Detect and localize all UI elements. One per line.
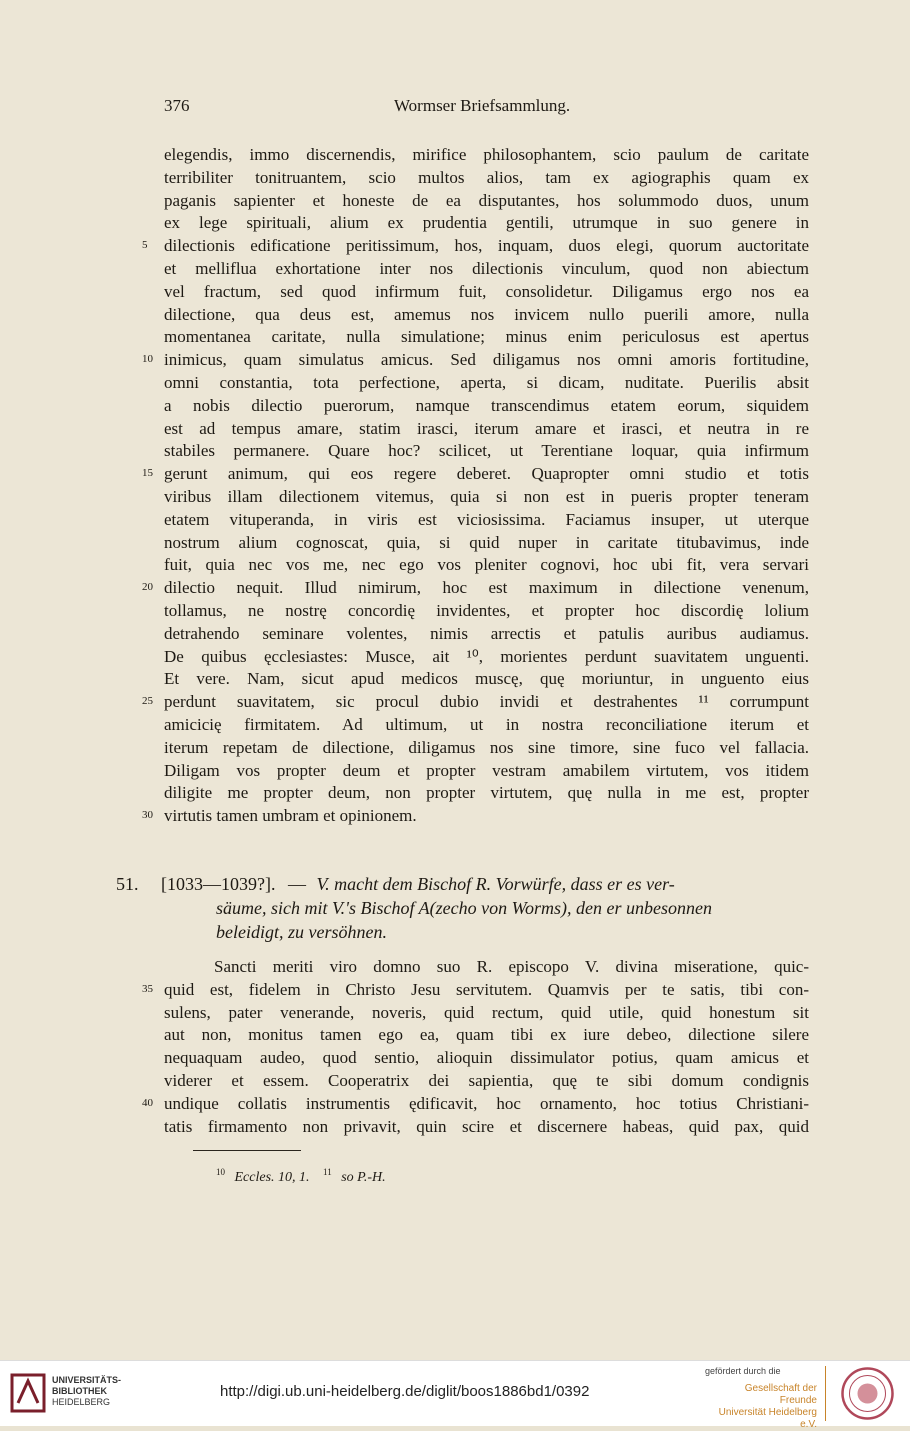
- footer-divider: [825, 1366, 826, 1421]
- text-line: virtutis tamen umbram et opinionem.: [164, 806, 417, 826]
- text-line: dilectione, qua deus est, amemus nos invicem nullo puerili amore, nulla: [164, 304, 809, 324]
- text-line: etatem vituperanda, in viris est viciosissima. Faciamus insuper, ut uterque: [164, 509, 809, 529]
- library-logo-icon: [10, 1373, 46, 1413]
- letter-dash: —: [287, 874, 306, 894]
- line-number: 40: [142, 1096, 153, 1109]
- footnote-rule: [193, 1150, 301, 1151]
- footnote-10: Eccles. 10, 1.: [234, 1169, 310, 1185]
- text-line: aut non, monitus tamen ego ea, quam tibi ex iure debeo, dilectione silere: [164, 1025, 809, 1045]
- letter-date: [1033—1039?].: [161, 874, 276, 894]
- text-line: elegendis, immo discernendis, mirifice philosophantem, scio paulum de caritate: [164, 145, 809, 164]
- page-number: 376: [164, 96, 190, 115]
- text-line: sulens, pater venerande, noveris, quid rectum, quid utile, quid honestum sit: [164, 1002, 809, 1022]
- text-line: omni constantia, tota perfectione, aperta, si dicam, nuditate. Puerilis absit: [164, 373, 809, 392]
- university-seal-icon: [840, 1366, 895, 1421]
- text-line: viderer et essem. Cooperatrix dei sapientia, quę te sibi domum condignis: [164, 1071, 809, 1090]
- text-line: vel fractum, sed quod infirmum fuit, consolidetur. Diligamus ergo nos ea: [164, 281, 809, 301]
- text-line: fuit, quia nec vos me, nec ego vos pleniter cognovi, hoc ubi fit, vera servari: [164, 555, 809, 575]
- letter-summary-2: säume, sich mit V.'s Bischof A(zecho von Worms), den er unbesonnen: [216, 898, 712, 918]
- text-line: paganis sapienter et honeste de ea disputantes, hos solummodo duos, unum: [164, 190, 809, 210]
- text-line: iterum repetam de dilectione, diligamus nos sine timore, sine fuco vel fallacia.: [164, 737, 809, 757]
- society-name: [705, 1383, 817, 1431]
- text-line: Sancti meriti viro domno suo R. episcopo V. divina miseratione, quic-: [214, 957, 809, 976]
- footer-bar: [0, 1360, 910, 1430]
- footnote-11-mark: 11: [323, 1167, 332, 1177]
- library-name: [52, 1375, 121, 1408]
- text-line: inimicus, quam simulatus amicus. Sed diligamus nos omni amoris fortitudine,: [164, 350, 809, 370]
- line-number: 10: [142, 353, 153, 366]
- library-name-line1: UNIVERSITÄTS-: [52, 1375, 122, 1385]
- line-number: 15: [142, 467, 153, 480]
- line-number: 35: [142, 982, 153, 995]
- society-name-line1: Gesellschaft der Freunde: [744, 1383, 817, 1406]
- text-line: nostrum alium cognoscat, quia, si quid nuper in caritate titubavimus, inde: [164, 532, 809, 552]
- text-line: tollamus, ne nostrę concordię invidentes, et propter hoc discordię lolium: [164, 601, 809, 620]
- footnote-11: so P.-H.: [341, 1169, 386, 1185]
- text-line: perdunt suavitatem, sic procul dubio invidi et destrahentes ¹¹ corrumpunt: [164, 692, 809, 712]
- text-line: terribiliter tonitruantem, scio multos alios, tam ex agiographis quam ex: [164, 167, 809, 187]
- text-line: nequaquam audeo, quod sentio, alioquin dissimulator potius, quam amicus et: [164, 1048, 809, 1068]
- text-line: a nobis dilectio puerorum, namque transcendimus etatem eorum, siquidem: [164, 395, 809, 415]
- society-name-line2: Universität Heidelberg e.V.: [718, 1407, 817, 1430]
- text-line: diligite me propter deum, non propter virtutem, quę nulla in me est, propter: [164, 783, 809, 803]
- funded-by-label: gefördert durch die: [705, 1366, 781, 1376]
- library-name-line2: BIBLIOTHEK: [52, 1386, 107, 1396]
- text-line: stabiles permanere. Quare hoc? scilicet, ut Terentiane loquar, quia infirmum: [164, 441, 809, 461]
- text-line: momentanea caritate, nulla simulatione; minus enim periculosus est apertus: [164, 327, 809, 347]
- text-line: ex lege spirituali, alium ex prudentia gentili, utrumque in suo genere in: [164, 213, 809, 233]
- text-line: quid est, fidelem in Christo Jesu servitutem. Quamvis per te satis, tibi con-: [164, 979, 809, 999]
- text-line: detrahendo seminare volentes, nimis arrectis et patulis auribus audiamus.: [164, 623, 809, 643]
- text-line: dilectio nequit. Illud nimirum, hoc est maximum in dilectione venenum,: [164, 578, 809, 598]
- text-line: undique collatis instrumentis ędificavit, hoc ornamento, hoc totius Christiani-: [164, 1093, 809, 1113]
- running-title: Wormser Briefsammlung.: [394, 96, 571, 115]
- text-line: Et vere. Nam, sicut apud medicos muscę, quę moriuntur, in unguento eius: [164, 669, 809, 689]
- letter-number: 51.: [116, 874, 139, 894]
- text-line: dilectionis edificatione peritissimum, hos, inquam, duos elegi, quorum auctoritate: [164, 236, 809, 256]
- permalink-url[interactable]: http://digi.ub.uni-heidelberg.de/diglit/boos1886bd1/0392: [220, 1383, 590, 1400]
- line-number: 20: [142, 581, 153, 594]
- library-name-line3: HEIDELBERG: [52, 1397, 111, 1407]
- text-line: est ad tempus amare, statim irasci, iterum amare et irasci, et neutra in re: [164, 418, 809, 438]
- text-line: viribus illam dilectionem vitemus, quia si non est in pueris propter teneram: [164, 487, 809, 506]
- letter-summary-1: V. macht dem Bischof R. Vorwürfe, dass er es ver-: [316, 874, 675, 894]
- line-number: 30: [142, 809, 153, 822]
- text-line: et melliflua exhortatione inter nos dilectionis vinculum, quod non abiectum: [164, 259, 809, 278]
- text-line: De quibus ęcclesiastes: Musce, ait ¹⁰, morientes perdunt suavitatem unguenti.: [164, 646, 809, 666]
- line-number: 25: [142, 695, 153, 708]
- footnotes: [216, 1167, 386, 1186]
- letter-summary-3: beleidigt, zu versöhnen.: [216, 922, 387, 942]
- footnote-10-mark: 10: [216, 1167, 225, 1177]
- text-line: gerunt animum, qui eos regere deberet. Quapropter omni studio et totis: [164, 464, 809, 484]
- text-line: Diligam vos propter deum et propter vestram amabilem virtutem, vos itidem: [164, 760, 809, 780]
- line-number: 5: [142, 239, 148, 252]
- page-header: [164, 96, 809, 124]
- text-line: amicicię firmitatem. Ad ultimum, ut in nostra reconciliatione iterum et: [164, 715, 809, 734]
- text-line: tatis firmamento non privavit, quin scire et discernere habeas, quid pax, quid: [164, 1116, 809, 1136]
